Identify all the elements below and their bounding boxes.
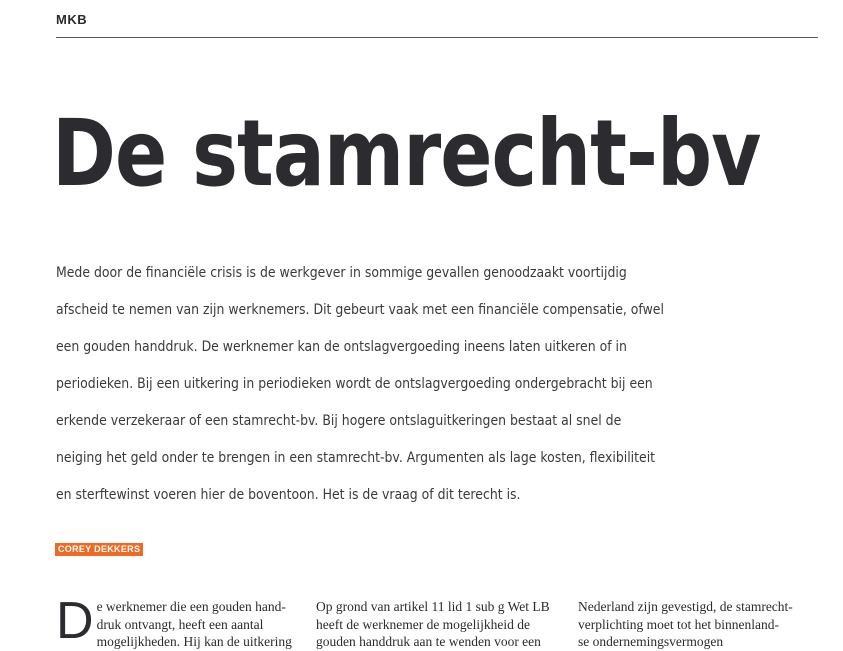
body-line: mogelijkheden. Hij kan de uitkering: [96, 634, 292, 649]
body-line: se ondernemingsvermogen: [578, 634, 724, 649]
lead-line: neiging het geld onder te brengen in een stamrecht-bv. Argumenten als lage kosten, flexibiliteit: [56, 450, 656, 466]
article-title: De stamrecht-bv: [52, 100, 761, 207]
lead-line: afscheid te nemen van zijn werknemers. Dit gebeurt vaak met een financiële compensatie, ofwel: [56, 302, 664, 318]
body-column-3: [578, 598, 818, 651]
lead-line: en sterftewinst voeren hier de boventoon. Het is de vraag of dit terecht is.: [56, 487, 521, 503]
lead-line: Mede door de financiële crisis is de werkgever in sommige gevallen genoodzaakt voortijdig: [56, 265, 627, 281]
body-column-1: [56, 592, 296, 651]
lead-line: periodieken. Bij een uitkering in periodieken wordt de ontslagvergoeding ondergebracht bij een: [56, 376, 653, 392]
body-line: heeft de werknemer de mogelijkheid de: [316, 616, 531, 632]
body-line: verplichting moet tot het binnenland-: [578, 616, 779, 632]
body-column-2: [316, 598, 558, 651]
lead-line: een gouden handdruk. De werknemer kan de ontslagvergoeding ineens laten uitkeren of in: [56, 339, 627, 355]
body-line: Nederland zijn gevestigd, de stamrecht-: [578, 599, 793, 614]
author-byline: COREY DEKKERS: [55, 543, 143, 556]
lead-line: erkende verzekeraar of een stamrecht-bv. Bij hogere ontslaguitkeringen bestaat al snel de: [56, 413, 622, 429]
body-line: gouden handdruk aan te wenden voor een: [316, 634, 541, 649]
body-line: e werknemer die een gouden hand-: [96, 599, 286, 614]
body-line: druk ontvangt, heeft een aantal: [96, 616, 264, 632]
body-line: Op grond van artikel 11 lid 1 sub g Wet LB: [316, 599, 550, 614]
drop-cap: D: [56, 592, 94, 650]
header-divider: [56, 37, 818, 38]
section-label: MKB: [56, 12, 88, 27]
